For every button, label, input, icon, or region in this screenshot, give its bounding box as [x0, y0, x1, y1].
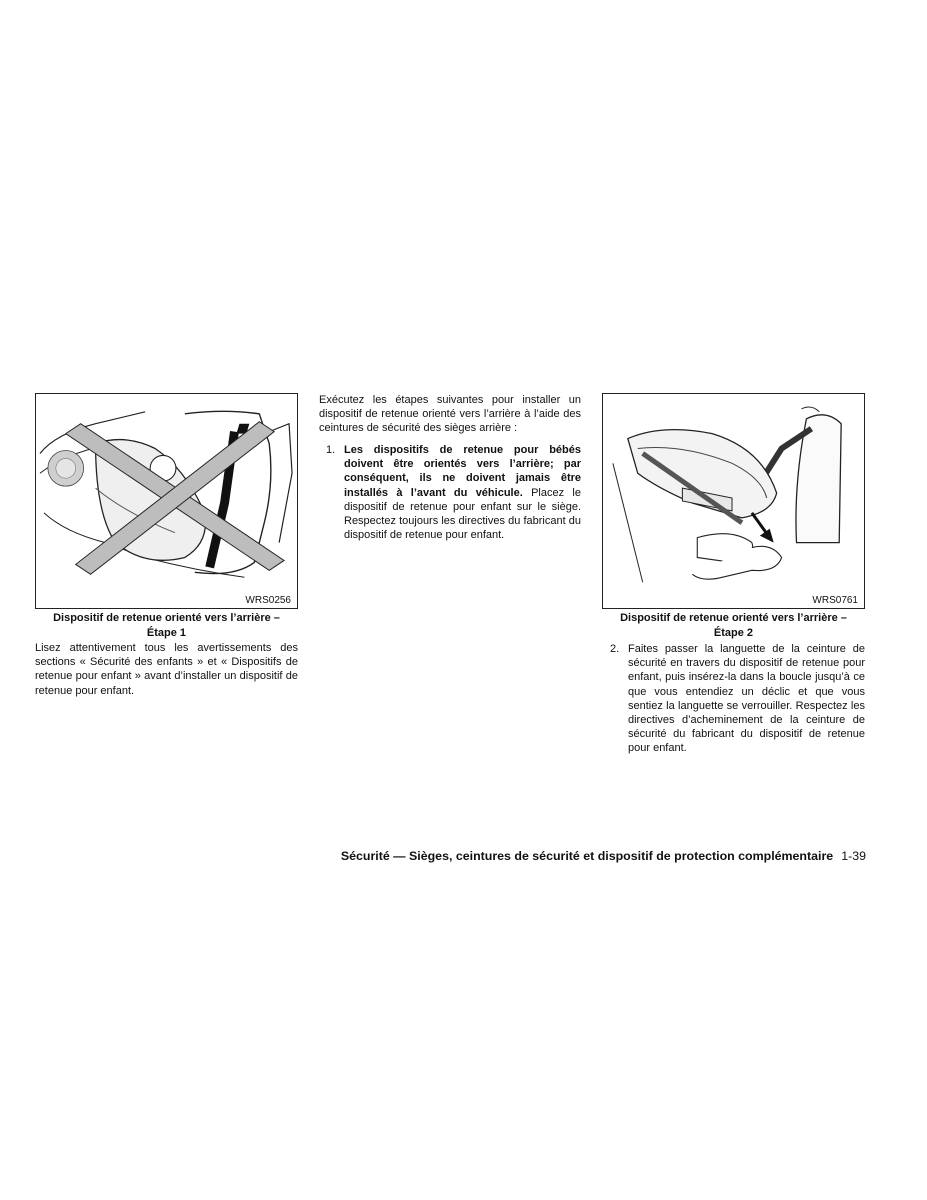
caption-line: Étape 1	[146, 627, 187, 639]
step-1-warning: Les dispositifs de retenue pour bébés doivent être orientés vers l’arrière; par conséquent, ils ne doivent jamais être installés à l’avant du véhicule.	[344, 444, 581, 499]
illustration-belt-buckling	[603, 394, 864, 608]
step-1-text: Placez le dispositif de retenue pour enfant sur le siège. Respectez toujours les directives du fabricant du dispositif de retenue pour enfant.	[344, 486, 581, 542]
caption-line: Dispositif de retenue orienté vers l’arrière –	[53, 612, 280, 624]
step-number: 1.	[326, 444, 336, 456]
figure-caption	[28, 611, 305, 641]
caption-line: Dispositif de retenue orienté vers l’arrière –	[620, 612, 847, 624]
step-2	[610, 642, 865, 756]
page-footer	[260, 849, 866, 863]
step-1	[326, 443, 581, 542]
intro-paragraph: Exécutez les étapes suivantes pour installer un dispositif de retenue orienté vers l’arrière à l’aide des ceintures de sécurité des sièges arrière :	[319, 394, 581, 435]
page-number: 1-39	[841, 849, 866, 863]
caption-line: Étape 2	[713, 627, 754, 639]
figure-rear-facing-step1	[35, 393, 298, 609]
warning-paragraph: Lisez attentivement tous les avertissements des sections « Sécurité des enfants » et « Dispositifs de retenue pour enfant » avant d’installer un dispositif de retenue pour enfant.	[35, 642, 298, 697]
footer-section-title: Sécurité — Sièges, ceintures de sécurité et dispositif de protection complémentaire	[340, 849, 834, 863]
figure-code: WRS0256	[245, 595, 291, 606]
figure-caption	[595, 611, 872, 641]
step-2-text: Faites passer la languette de la ceinture de sécurité en travers du dispositif de retenue pour enfant, puis insérez-la dans la boucle jusqu’à ce que vous entendiez un déclic et que vous sentiez la languette se verrouiller. Respectez les directives d’acheminement de la ceinture de sécurité du fabricant du dispositif de retenue pour enfant.	[628, 643, 865, 755]
step-number: 2.	[610, 643, 620, 655]
figure-rear-facing-step2	[602, 393, 865, 609]
figure-code: WRS0761	[812, 595, 858, 606]
illustration-rear-facing-front-seat-prohibited	[36, 394, 297, 608]
